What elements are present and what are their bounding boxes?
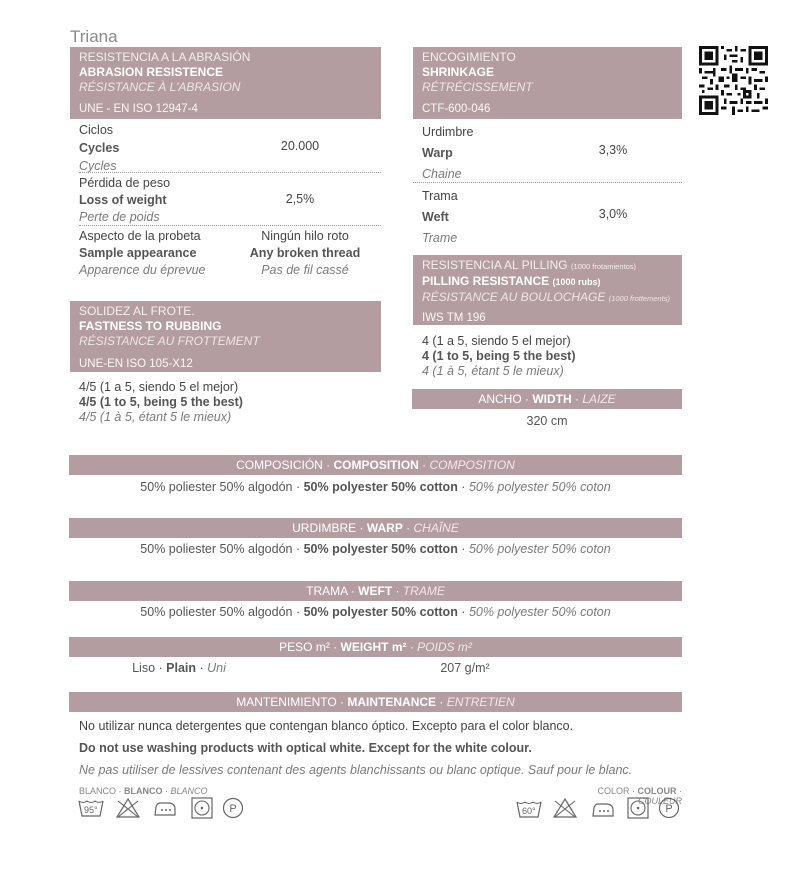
warp-label-es: Urdimbre: [422, 125, 474, 139]
care-white-es: BLANCO: [79, 786, 117, 796]
weight-loss-label-es: Pérdida de peso: [79, 176, 171, 190]
warp-label-en: Warp: [422, 146, 453, 160]
cycles-value: 20.000: [280, 139, 320, 153]
shrinkage-title-fr: RÉTRÉCISSEMENT: [422, 80, 533, 94]
rubbing-value-es: 4/5 (1 a 5, siendo 5 el mejor): [79, 380, 239, 394]
weight-value: 207 g/m²: [440, 661, 490, 675]
weight-loss-label-en: Loss of weight: [79, 193, 167, 207]
divider: [79, 172, 381, 173]
shrinkage-header: [413, 47, 682, 119]
composition-header: COMPOSICIÓN · COMPOSITION · COMPOSITION: [69, 455, 682, 475]
pilling-value-en: 4 (1 to 5, being 5 the best): [422, 349, 576, 363]
svg-text:P: P: [229, 803, 237, 815]
composition-title-es: COMPOSICIÓN: [236, 458, 323, 472]
no-bleach-icon: [552, 797, 578, 819]
abrasion-title-en: ABRASION RESISTENCE: [79, 65, 224, 79]
composition-value-en: 50% polyester 50% cotton: [303, 480, 458, 494]
warp-shrinkage-value: 3,3%: [598, 143, 628, 157]
weight-type-en: Plain: [166, 661, 197, 675]
weft-label-es: Trama: [422, 189, 458, 203]
rubbing-value-en: 4/5 (1 to 5, being 5 the best): [79, 395, 243, 409]
cycles-label-es: Ciclos: [79, 123, 114, 137]
warp-value-es: 50% poliester 50% algodón: [140, 542, 293, 556]
dry-clean-p-icon: [658, 797, 680, 819]
warp-title-en: WARP: [366, 521, 403, 535]
care-white-label: BLANCO · BLANCO · BLANCO: [79, 786, 208, 796]
weight-type-es: Liso: [132, 661, 156, 675]
no-bleach-icon: [115, 797, 141, 819]
care-color-en: COLOUR: [637, 786, 677, 796]
maintenance-header: MANTENIMIENTO · MAINTENANCE · ENTRETIEN: [69, 692, 682, 712]
qr-code: [699, 46, 768, 115]
warp-value: 50% poliester 50% algodón · 50% polyester 50% cotton · 50% polyester 50% coton: [140, 542, 611, 556]
cycles-label-en: Cycles: [79, 141, 120, 155]
shrinkage-title-es: ENCOGIMIENTO: [422, 50, 516, 64]
appearance-value-fr: Pas de fil cassé: [261, 263, 349, 277]
width-title-es: ANCHO: [478, 392, 522, 406]
pilling-title-en: PILLING RESISTANCE (1000 rubs): [422, 274, 601, 288]
pilling-note-fr: (1000 frottements): [608, 294, 670, 303]
pilling-standard: IWS TM 196: [422, 312, 486, 324]
composition-value: 50% poliester 50% algodón · 50% polyester 50% cotton · 50% polyester 50% coton: [140, 480, 611, 494]
pilling-note-en: (1000 rubs): [552, 277, 601, 287]
weight-title-es: PESO m²: [279, 640, 330, 654]
iron-icon: [152, 799, 178, 817]
appearance-value-en: Any broken thread: [249, 246, 361, 260]
appearance-value-es: Ningún hilo roto: [261, 229, 349, 243]
appearance-label-es: Aspecto de la probeta: [79, 229, 201, 243]
weft-header: TRAMA · WEFT · TRAME: [69, 581, 682, 601]
dry-clean-p-icon: [222, 797, 244, 819]
maintenance-note-en: Do not use washing products with optical white. Except for the white colour.: [79, 741, 532, 755]
svg-text:P: P: [665, 803, 673, 815]
rubbing-header: [70, 301, 381, 372]
composition-value-fr: 50% polyester 50% coton: [468, 480, 611, 494]
weft-label-en: Weft: [422, 210, 449, 224]
care-color-es: COLOR: [597, 786, 630, 796]
cycles-label-fr: Cycles: [79, 159, 117, 173]
pilling-values: [422, 334, 682, 379]
weft-shrinkage-value: 3,0%: [598, 207, 628, 221]
tumble-dry-icon: [191, 797, 213, 819]
width-header: ANCHO · WIDTH · LAIZE: [412, 389, 682, 409]
maintenance-note-fr: Ne pas utiliser de lessives contenant des agents blanchissants ou blanc optique. Sauf pour le blanc.: [79, 763, 633, 777]
iron-icon: [590, 800, 616, 818]
warp-header: URDIMBRE · WARP · CHAÎNE: [69, 518, 682, 538]
care-white-fr: BLANCO: [170, 786, 208, 796]
width-title-fr: LAIZE: [582, 392, 616, 406]
maintenance-title-fr: ENTRETIEN: [446, 695, 515, 709]
rubbing-standard: UNE-EN ISO 105-X12: [79, 358, 193, 370]
appearance-value: [235, 228, 375, 279]
pilling-header: [413, 255, 682, 325]
abrasion-title-es: RESISTENCIA A LA ABRASIÓN: [79, 50, 251, 64]
wash-temp-white: 95°: [84, 805, 98, 815]
abrasion-header: [70, 47, 381, 119]
weight-title-en: WEIGHT m²: [340, 640, 407, 654]
width-title-en: WIDTH: [532, 392, 572, 406]
weft-value: 50% poliester 50% algodón · 50% polyester 50% cotton · 50% polyester 50% coton: [140, 605, 611, 619]
warp-title-fr: CHAÎNE: [413, 521, 459, 535]
weft-value-en: 50% polyester 50% cotton: [303, 605, 458, 619]
care-color-label: COLOR · COLOUR · COULEUR: [597, 786, 682, 806]
appearance-label-fr: Apparence du éprevue: [79, 263, 206, 277]
rubbing-value-fr: 4/5 (1 à 5, étant 5 le mieux): [79, 410, 232, 424]
composition-title-fr: COMPOSITION: [429, 458, 515, 472]
appearance-label-en: Sample appearance: [79, 246, 197, 260]
warp-label-fr: Chaine: [422, 167, 462, 181]
warp-value-fr: 50% polyester 50% coton: [468, 542, 611, 556]
divider: [79, 225, 381, 226]
weight-loss-value: 2,5%: [285, 192, 315, 206]
shrinkage-standard: CTF-600-046: [422, 103, 491, 115]
abrasion-title-fr: RÉSISTANCE À L'ABRASION: [79, 80, 241, 94]
pilling-note-es: (1000 frotamientos): [570, 262, 637, 271]
care-color-fr: COULEUR: [637, 796, 682, 806]
rubbing-values: [79, 380, 379, 425]
wash-temp-color: 60°: [522, 806, 536, 816]
weight-type-fr: Uni: [207, 661, 226, 675]
rubbing-title-es: SOLIDEZ AL FROTE.: [79, 304, 195, 318]
weight-loss-label-fr: Perte de poids: [79, 210, 160, 224]
weft-label-fr: Trame: [422, 231, 458, 245]
tumble-dry-icon: [627, 797, 649, 819]
pilling-title-fr: RÉSISTANCE AU BOULOCHAGE (1000 frottements): [422, 290, 670, 304]
maintenance-title-es: MANTENIMIENTO: [236, 695, 337, 709]
composition-title-en: COMPOSITION: [333, 458, 419, 472]
weight-header: PESO m² · WEIGHT m² · POIDS m²: [69, 637, 682, 657]
divider: [413, 182, 682, 183]
pilling-value-es: 4 (1 a 5, siendo 5 el mejor): [422, 334, 571, 348]
weft-value-fr: 50% polyester 50% coton: [468, 605, 611, 619]
product-title: Triana: [70, 27, 118, 46]
warp-value-en: 50% polyester 50% cotton: [303, 542, 458, 556]
width-value: 320 cm: [526, 414, 568, 428]
abrasion-standard: UNE - EN ISO 12947-4: [79, 103, 198, 115]
warp-title-es: URDIMBRE: [292, 521, 357, 535]
pilling-value-fr: 4 (1 à 5, étant 5 le mieux): [422, 364, 564, 378]
rubbing-title-en: FASTNESS TO RUBBING: [79, 319, 222, 333]
weft-value-es: 50% poliester 50% algodón: [140, 605, 293, 619]
composition-value-es: 50% poliester 50% algodón: [140, 480, 293, 494]
shrinkage-title-en: SHRINKAGE: [422, 65, 495, 79]
care-white-en: BLANCO: [124, 786, 163, 796]
maintenance-title-en: MAINTENANCE: [347, 695, 437, 709]
weft-title-fr: TRAME: [402, 584, 445, 598]
weight-type: Liso · Plain · Uni: [132, 661, 226, 675]
weight-title-fr: POIDS m²: [417, 640, 472, 654]
weft-title-en: WEFT: [358, 584, 393, 598]
pilling-title-es: RESISTENCIA AL PILLING (1000 frotamientos): [422, 258, 637, 272]
weft-title-es: TRAMA: [306, 584, 348, 598]
rubbing-title-fr: RÉSISTANCE AU FROTTEMENT: [79, 334, 260, 348]
maintenance-note-es: No utilizar nunca detergentes que contengan blanco óptico. Excepto para el color blanco.: [79, 719, 574, 733]
